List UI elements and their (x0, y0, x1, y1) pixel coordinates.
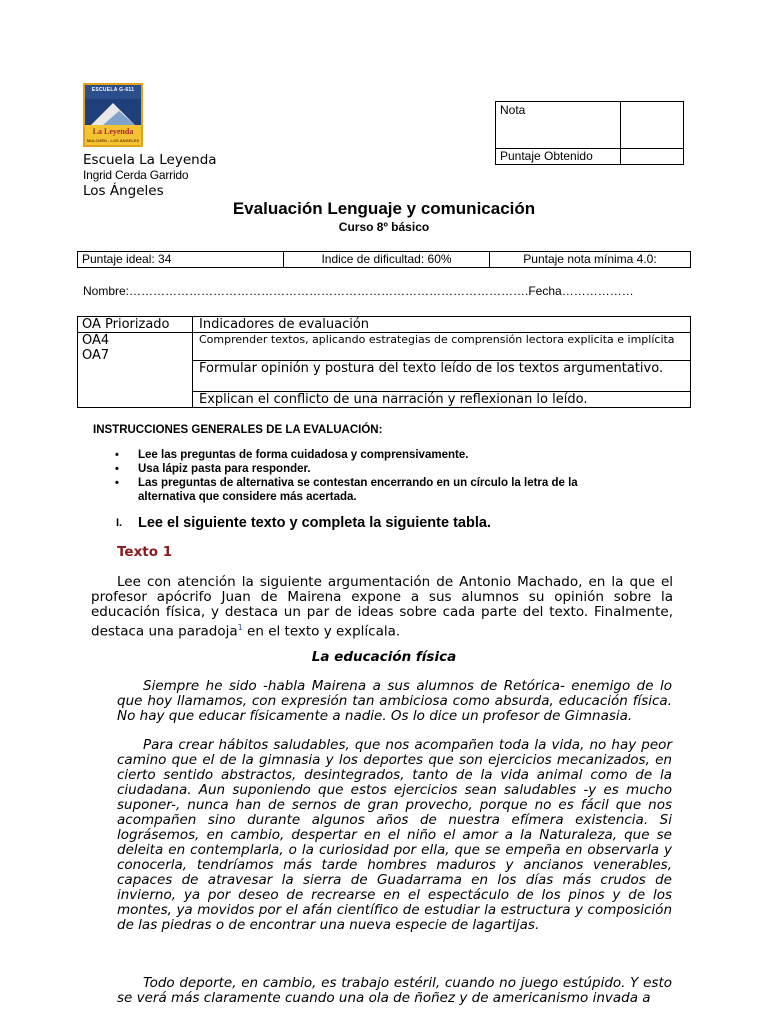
oa-code: OA4 (82, 333, 110, 348)
page-title: Evaluación Lenguaje y comunicación (232, 199, 536, 218)
indicator-item: Formular opinión y postura del texto leído de los textos argumentativo. (193, 361, 691, 392)
instruction-item: • Las preguntas de alternativa se contestan encerrando en un círculo la letra de la alternativa que considere más acertada. (115, 476, 605, 504)
oa-table (77, 316, 691, 408)
school-name: Escuela La Leyenda (83, 152, 217, 168)
text-paragraph: Para crear hábitos saludables, que nos acompañen toda la vida, no hay peor camino que el de la gimnasia y los deportes que son ejercicios mecanizados, en cierto sentido abstractos, desintegrados, tanto de la vida animal como de la ciudadana. Aun suponiendo que estos ejercicios sean saludables -y es mucho suponer-, nunca han de sernos de gran provecho, porque no es fácil que nos acompañen sino durante algunos años de nuestra efímera existencia. Si lográsemos, en cambio, despertar en el niño el amor a la Naturaleza, que se deleita en contemplarla, o la curiosidad por ella, que se empeña en observarla y conocerla, tendríamos más tarde hombres maduros y ancianos venerables, capaces de atravesar la sierra de Guadarrama en los días más crudos de invierno, ya por deseo de recrearse en el espectáculo de los pinos y de los montes, ya movidos por el afán científico de estudiar la estructura y composición de las piedras o de encontrar una nueva especie de lagartijas. (117, 737, 672, 933)
section-number: I. (116, 517, 123, 529)
puntaje-label: Puntaje Obtenido (496, 149, 621, 165)
score-box (495, 101, 684, 165)
logo-name: La Leyenda (92, 127, 134, 136)
section-heading: Lee el siguiente texto y completa la siguiente tabla. (138, 515, 491, 531)
ideal-score: Puntaje ideal: 34 (78, 252, 284, 268)
nota-value-cell[interactable] (621, 102, 684, 149)
indicators-header: Indicadores de evaluación (193, 317, 691, 333)
intro-text-end: en el texto y explícala. (242, 623, 401, 640)
nota-label: Nota (496, 102, 621, 149)
teacher-name: Ingrid Cerda Garrido (83, 168, 189, 182)
score-info-table (77, 251, 691, 268)
logo-subtitle: MULCHÉN - LOS ÁNGELES (86, 138, 140, 143)
oa-code: OA7 (82, 348, 110, 363)
instruction-item: • Lee las preguntas de forma cuidadosa y comprensivamente. (115, 448, 605, 462)
indicator-item: Comprender textos, aplicando estrategias de comprensión lectora explicita e implícita (193, 333, 691, 361)
school-logo (83, 83, 143, 147)
logo-top-text: ESCUELA G-611 (91, 87, 135, 93)
text-paragraph: Todo deporte, en cambio, es trabajo estéril, cuando no juego estúpido. Y esto se verá más claramente cuando una ola de ñoñez y de americanismo invada a (117, 975, 672, 1006)
footnote-link[interactable]: 1 (237, 623, 243, 632)
text-paragraph: Siempre he sido -habla Mairena a sus alumnos de Retórica- enemigo de lo que hoy llamamos, con expresión tan ambiciosa como absurda, educación física. No hay que educar físicamente a nadie. Os lo dice un profesor de Gimnasia. (117, 678, 672, 724)
name-date-line[interactable]: Nombre:……………………………………………………………………………………….Fecha……………… (83, 284, 634, 298)
text-title: La educación física (311, 649, 457, 665)
difficulty-index: Indice de dificultad: 60% (284, 252, 490, 268)
instructions-title: INSTRUCCIONES GENERALES DE LA EVALUACIÓN: (93, 424, 383, 436)
intro-paragraph (91, 575, 673, 640)
city-name: Los Ángeles (83, 183, 164, 199)
text-label: Texto 1 (117, 544, 173, 560)
oa-codes-cell (78, 333, 193, 408)
puntaje-value-cell[interactable] (621, 149, 684, 165)
oa-header: OA Priorizado (78, 317, 193, 333)
instruction-item: • Usa lápiz pasta para responder. (115, 462, 605, 476)
indicator-item: Explican el conflicto de una narración y reflexionan lo leído. (193, 392, 691, 408)
min-score: Puntaje nota mínima 4.0: (490, 252, 691, 268)
intro-text: Lee con atención la siguiente argumentación de Antonio Machado, en la que el profesor apócrifo Juan de Mairena expone a sus alumnos su opinión sobre la educación física, y destaca un par de ideas sobre cada parte del texto. Finalmente, destaca una paradoja (91, 574, 673, 640)
instructions-list (115, 448, 605, 504)
course-label: Curso 8º básico (338, 220, 430, 234)
